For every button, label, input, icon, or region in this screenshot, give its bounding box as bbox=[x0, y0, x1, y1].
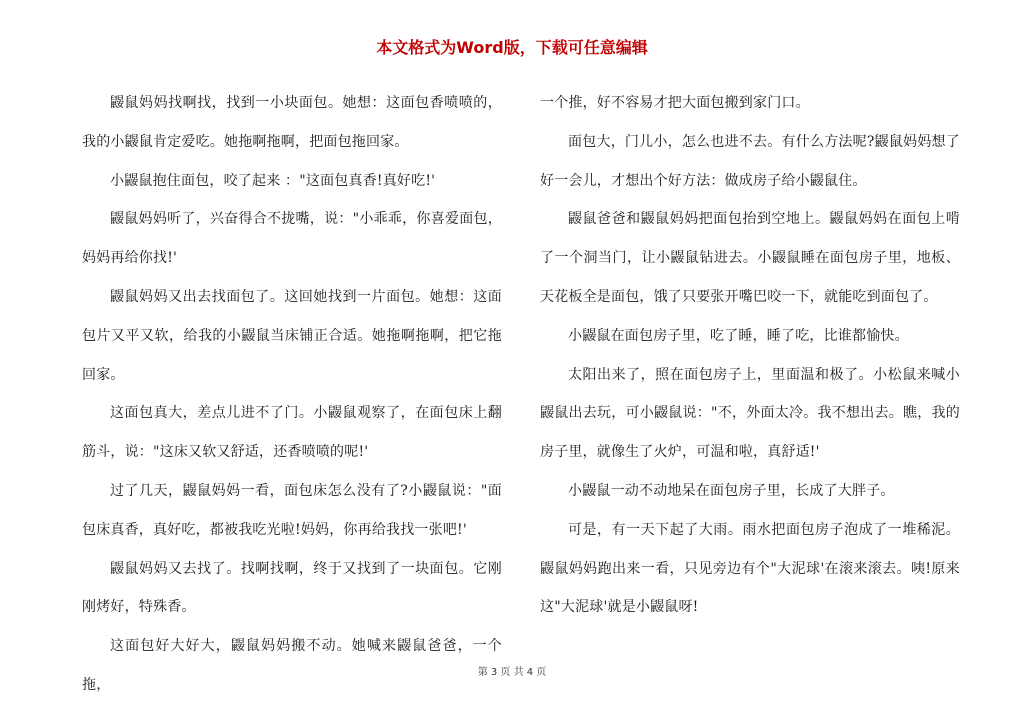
paragraph-continuation: 一个推，好不容易才把大面包搬到家门口。 bbox=[540, 95, 810, 111]
paragraph: 小鼹鼠在面包房子里，吃了睡，睡了吃，比谁都愉快。 bbox=[568, 327, 909, 344]
paragraph: 小鼹鼠抱住面包，咬了起来 ："这面包真香!真好吃!' bbox=[110, 172, 436, 189]
paragraph: 鼹鼠爸爸和鼹鼠妈妈把面包抬到空地上。鼹鼠妈妈在面包上啃了一个洞当门，让小鼹鼠钻进去。小鼹鼠睡在面包房子里，地板、天花板全是面包，饿了只要张开嘴巴咬一下，就能吃到面包了。 bbox=[540, 211, 960, 305]
paragraph: 太阳出来了，照在面包房子上，里面温和极了。小松鼠来喊小鼹鼠出去玩，可小鼹鼠说："不，外面太冷。我不想出去。瞧，我的房子里，就像生了火炉，可温和啦，真舒适!' bbox=[540, 366, 960, 461]
page-number: 第 3 页 共 4 页 bbox=[477, 667, 547, 678]
document-header: 本文格式为Word版，下载可任意编辑 bbox=[376, 38, 648, 57]
right-text-column bbox=[540, 84, 960, 627]
paragraph: 这面包好大好大，鼹鼠妈妈搬不动。她喊来鼹鼠爸爸，一个拖， bbox=[82, 638, 502, 693]
paragraph: 可是，有一天下起了大雨。雨水把面包房子泡成了一堆稀泥。鼹鼠妈妈跑出来一看，只见旁边有个"大泥球'在滚来滚去。咦!原来这"大泥球'就是小鼹鼠呀! bbox=[540, 521, 960, 616]
paragraph: 过了几天，鼹鼠妈妈一看，面包床怎么没有了?小鼹鼠说："面包床真香，真好吃，都被我吃光啦!妈妈，你再给我找一张吧!' bbox=[82, 482, 502, 538]
paragraph: 面包大，门儿小，怎么也进不去。有什么方法呢?鼹鼠妈妈想了好一会儿，才想出个好方法：做成房子给小鼹鼠住。 bbox=[540, 133, 960, 189]
left-text-column bbox=[82, 84, 502, 705]
paragraph: 这面包真大，差点儿进不了门。小鼹鼠观察了，在面包床上翻筋斗，说："这床又软又舒适，还香喷喷的呢!' bbox=[82, 405, 502, 461]
paragraph: 鼹鼠妈妈听了，兴奋得合不拢嘴，说："小乖乖，你喜爱面包，妈妈再给你找!' bbox=[82, 211, 502, 267]
paragraph: 小鼹鼠一动不动地呆在面包房子里，长成了大胖子。 bbox=[568, 482, 895, 499]
paragraph: 鼹鼠妈妈又出去找面包了。这回她找到一片面包。她想：这面包片又平又软，给我的小鼹鼠当床铺正合适。她拖啊拖啊，把它拖回家。 bbox=[82, 288, 502, 383]
paragraph: 鼹鼠妈妈又去找了。找啊找啊，终于又找到了一块面包。它刚刚烤好，特殊香。 bbox=[82, 560, 502, 616]
paragraph: 鼹鼠妈妈找啊找，找到一小块面包。她想：这面包香喷喷的，我的小鼹鼠肯定爱吃。她拖啊拖啊，把面包拖回家。 bbox=[82, 95, 502, 150]
